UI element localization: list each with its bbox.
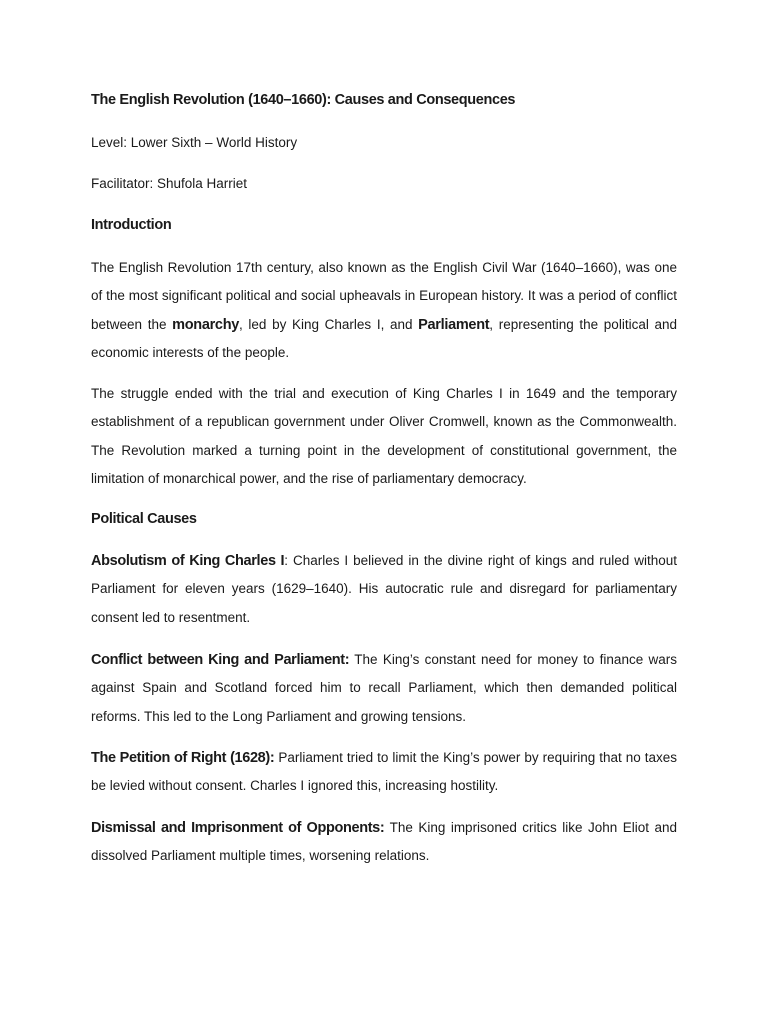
- document-title: The English Revolution (1640–1660): Causes and Consequences: [91, 92, 516, 108]
- intro-text-part-2: , led by King Charles I, and: [239, 316, 419, 332]
- cause-petition-of-right: [91, 744, 677, 801]
- cause-lead: Dismissal and Imprisonment of Opponents:: [91, 820, 385, 836]
- emphasis-parliament: Parliament: [418, 316, 490, 333]
- introduction-heading: Introduction: [91, 217, 172, 233]
- cause-text: : Charles I believed in the divine right of kings and ruled without Parliament for eleven years (1629–1640). His autocratic rule and disregard for parliamentary consent led to resentment.: [91, 553, 677, 625]
- introduction-paragraph-2: The struggle ended with the trial and execution of King Charles I in 1649 and the temporary establishment of a republican government under Oliver Cromwell, known as the Commonwealth. The Revolution marked a turning point in the development of constitutional government, the limitation of monarchical power, and the rise of parliamentary democracy.: [91, 386, 677, 486]
- cause-lead: Conflict between King and Parliament:: [91, 652, 350, 668]
- cause-text: The King imprisoned critics like John Eliot and dissolved Parliament multiple times, worsening relations.: [91, 820, 677, 864]
- cause-text: The King’s constant need for money to finance wars against Spain and Scotland forced him to recall Parliament, which then demanded political reforms. This led to the Long Parliament and growing tensions.: [91, 652, 677, 724]
- cause-dismissal-imprisonment: [91, 814, 677, 871]
- intro-text-part-1: The English Revolution 17th century, also known as the English Civil War (1640–1660), was one of the most significant political and social upheavals in European history. It was a period of conflict between the: [91, 260, 677, 332]
- intro-text-part-3: , representing the political and economic interests of the people.: [91, 316, 677, 360]
- cause-king-parliament-conflict: [91, 646, 677, 731]
- cause-lead: The Petition of Right (1628):: [91, 750, 275, 766]
- facilitator-name: Facilitator: Shufola Harriet: [91, 176, 248, 191]
- introduction-paragraph-1: [91, 254, 677, 367]
- cause-absolutism: [91, 547, 677, 632]
- political-causes-heading: Political Causes: [91, 511, 197, 527]
- cause-lead: Absolutism of King Charles I: [91, 553, 285, 569]
- cause-text: Parliament tried to limit the King’s power by requiring that no taxes be levied without consent. Charles I ignored this, increasing hostility.: [91, 750, 677, 794]
- emphasis-monarchy: monarchy: [172, 316, 240, 333]
- course-level: Level: Lower Sixth – World History: [91, 135, 298, 150]
